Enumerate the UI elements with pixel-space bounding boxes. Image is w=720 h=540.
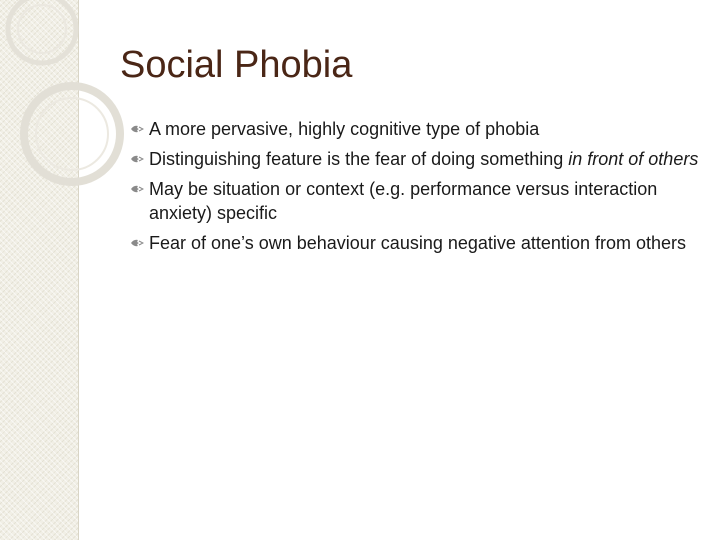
- slide-title: Social Phobia: [120, 44, 353, 86]
- bullet-icon: [130, 238, 144, 248]
- bullet-text-italic: in front of others: [568, 149, 699, 169]
- bullet-list: [128, 117, 708, 261]
- bullet-text: Distinguishing feature is the fear of doing something: [149, 149, 569, 169]
- bullet-item: [128, 147, 708, 171]
- bullet-text: May be situation or context (e.g. performance versus interaction anxiety) specific: [149, 179, 658, 223]
- bullet-icon: [130, 154, 144, 164]
- bullet-item: [128, 231, 708, 255]
- bullet-item: [128, 177, 708, 225]
- bullet-icon: [130, 184, 144, 194]
- bullet-icon: [130, 124, 144, 134]
- bullet-text: A more pervasive, highly cognitive type of phobia: [149, 119, 540, 139]
- bullet-text: Fear of one’s own behaviour causing negative attention from others: [149, 233, 686, 253]
- bullet-item: [128, 117, 708, 141]
- rings-decoration-icon: [0, 0, 130, 210]
